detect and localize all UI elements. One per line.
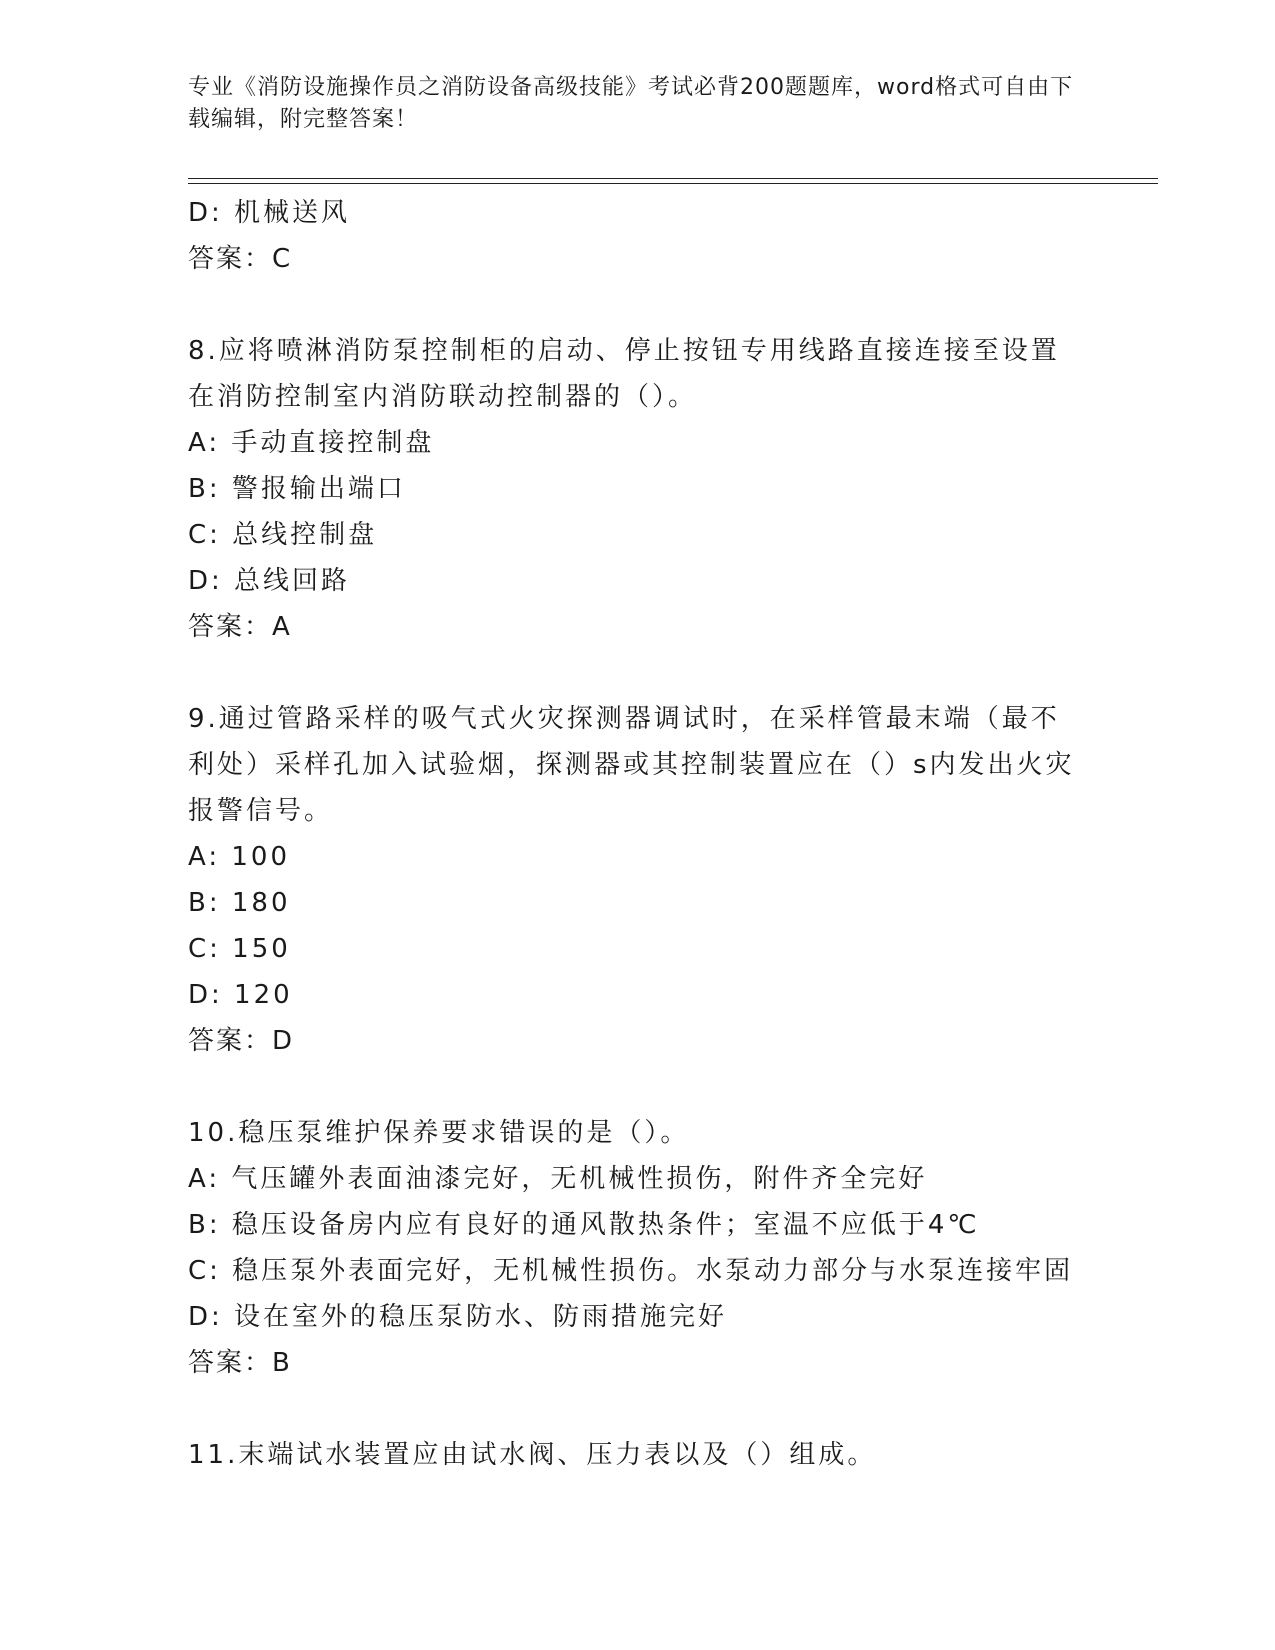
question-9-option-c: C: 150 bbox=[188, 934, 291, 964]
question-9-stem-3: 报警信号。 bbox=[188, 796, 334, 826]
question-8 bbox=[188, 328, 1088, 650]
question-10-answer: 答案：B bbox=[188, 1348, 292, 1378]
document-header: 专业《消防设施操作员之消防设备高级技能》考试必背200题题库，word格式可自由下载编辑，附完整答案！ bbox=[188, 75, 1074, 132]
question-11 bbox=[188, 1432, 1088, 1478]
question-8-option-b: B: 警报输出端口 bbox=[188, 474, 406, 504]
question-8-option-d: D: 总线回路 bbox=[188, 566, 351, 596]
question-list bbox=[188, 190, 1088, 1478]
question-9-stem-2: 利处）采样孔加入试验烟，探测器或其控制装置应在（）s内发出火灾 bbox=[188, 750, 1075, 780]
question-11-stem-1: 11.末端试水装置应由试水阀、压力表以及（）组成。 bbox=[188, 1440, 877, 1470]
question-8-stem-1: 8.应将喷淋消防泵控制柜的启动、停止按钮专用线路直接连接至设置 bbox=[188, 336, 1060, 366]
question-10 bbox=[188, 1110, 1088, 1386]
question-8-option-c: C: 总线控制盘 bbox=[188, 520, 378, 550]
question-10-option-c: C: 稳压泵外表面完好，无机械性损伤。水泵动力部分与水泵连接牢固 bbox=[188, 1256, 1074, 1286]
question-10-stem-1: 10.稳压泵维护保养要求错误的是（）。 bbox=[188, 1118, 690, 1148]
header-divider-top bbox=[188, 178, 1158, 179]
question-10-option-b: B: 稳压设备房内应有良好的通风散热条件；室温不应低于4℃ bbox=[188, 1210, 980, 1240]
question-8-answer: 答案：A bbox=[188, 612, 292, 642]
question-10-option-a: A: 气压罐外表面油漆完好，无机械性损伤，附件齐全完好 bbox=[188, 1164, 928, 1194]
question-9-option-a: A: 100 bbox=[188, 842, 290, 872]
question-9-option-b: B: 180 bbox=[188, 888, 291, 918]
question-8-stem-2: 在消防控制室内消防联动控制器的（）。 bbox=[188, 382, 698, 412]
question-9 bbox=[188, 696, 1088, 1064]
prev-option-d: D: 机械送风 bbox=[188, 198, 351, 228]
prev-answer: 答案：C bbox=[188, 244, 293, 274]
question-9-answer: 答案：D bbox=[188, 1026, 295, 1056]
question-9-stem-1: 9.通过管路采样的吸气式火灾探测器调试时，在采样管最末端（最不 bbox=[188, 704, 1060, 734]
question-10-option-d: D: 设在室外的稳压泵防水、防雨措施完好 bbox=[188, 1302, 728, 1332]
header-divider-bottom bbox=[188, 183, 1158, 184]
question-8-option-a: A: 手动直接控制盘 bbox=[188, 428, 435, 458]
question-9-option-d: D: 120 bbox=[188, 980, 293, 1010]
